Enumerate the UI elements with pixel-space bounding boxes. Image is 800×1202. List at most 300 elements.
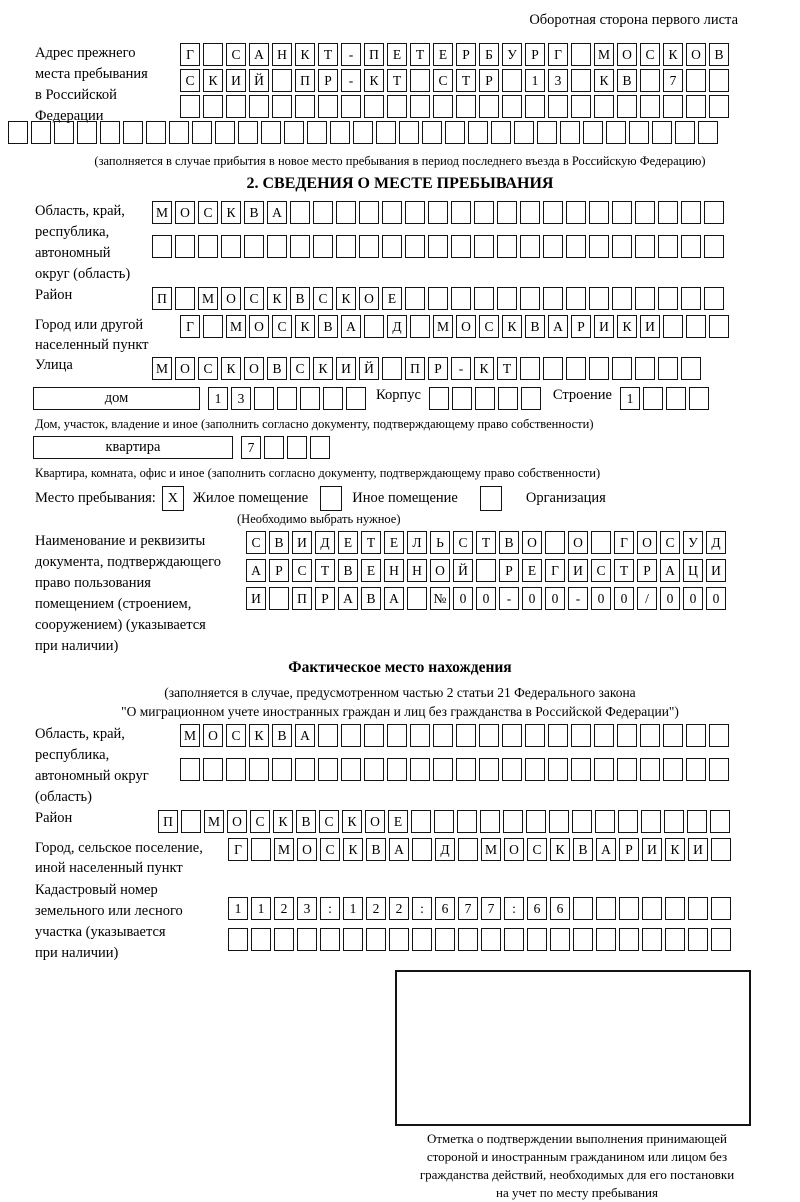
char-cell[interactable] — [264, 436, 284, 459]
char-cell[interactable]: 1 — [251, 897, 271, 920]
char-cell[interactable] — [526, 810, 546, 833]
char-cell[interactable]: А — [249, 43, 269, 66]
char-cell[interactable] — [520, 287, 540, 310]
char-cell[interactable] — [272, 758, 292, 781]
char-cell[interactable]: Д — [706, 531, 726, 554]
char-cell[interactable] — [612, 357, 632, 380]
char-cell[interactable] — [410, 758, 430, 781]
char-cell[interactable] — [596, 928, 616, 951]
char-cell[interactable]: О — [221, 287, 241, 310]
char-cell[interactable] — [452, 387, 472, 410]
char-cell[interactable]: В — [269, 531, 289, 554]
char-cell[interactable] — [389, 928, 409, 951]
char-cell[interactable] — [688, 928, 708, 951]
char-cell[interactable]: С — [479, 315, 499, 338]
char-cell[interactable] — [474, 287, 494, 310]
char-cell[interactable] — [652, 121, 672, 144]
char-cell[interactable]: В — [272, 724, 292, 747]
char-cell[interactable] — [710, 810, 730, 833]
char-cell[interactable] — [277, 387, 297, 410]
char-cell[interactable] — [704, 201, 724, 224]
char-cell[interactable] — [571, 43, 591, 66]
char-cell[interactable] — [498, 387, 518, 410]
char-cell[interactable] — [635, 235, 655, 258]
char-cell[interactable] — [543, 357, 563, 380]
char-cell[interactable]: И — [640, 315, 660, 338]
char-cell[interactable]: Е — [388, 810, 408, 833]
char-cell[interactable] — [525, 758, 545, 781]
char-cell[interactable]: Е — [338, 531, 358, 554]
char-cell[interactable] — [221, 235, 241, 258]
char-cell[interactable]: В — [617, 69, 637, 92]
char-cell[interactable]: М — [481, 838, 501, 861]
char-cell[interactable]: И — [226, 69, 246, 92]
char-cell[interactable] — [152, 235, 172, 258]
char-cell[interactable]: Г — [180, 43, 200, 66]
char-cell[interactable] — [215, 121, 235, 144]
char-cell[interactable]: 7 — [663, 69, 683, 92]
char-cell[interactable] — [641, 810, 661, 833]
char-cell[interactable] — [249, 95, 269, 118]
char-cell[interactable]: 1 — [620, 387, 640, 410]
char-cell[interactable]: В — [499, 531, 519, 554]
char-cell[interactable]: Е — [384, 531, 404, 554]
char-cell[interactable]: С — [591, 559, 611, 582]
char-cell[interactable] — [468, 121, 488, 144]
char-cell[interactable]: В — [318, 315, 338, 338]
char-cell[interactable] — [244, 235, 264, 258]
char-cell[interactable] — [711, 928, 731, 951]
char-cell[interactable]: М — [180, 724, 200, 747]
char-cell[interactable] — [502, 95, 522, 118]
char-cell[interactable]: Ц — [683, 559, 703, 582]
char-cell[interactable] — [405, 201, 425, 224]
char-cell[interactable]: С — [290, 357, 310, 380]
char-cell[interactable]: Р — [456, 43, 476, 66]
char-cell[interactable] — [341, 758, 361, 781]
char-cell[interactable] — [300, 387, 320, 410]
char-cell[interactable]: С — [250, 810, 270, 833]
char-cell[interactable] — [497, 201, 517, 224]
char-cell[interactable] — [249, 758, 269, 781]
char-cell[interactable] — [686, 724, 706, 747]
char-cell[interactable] — [228, 928, 248, 951]
char-cell[interactable] — [269, 587, 289, 610]
char-cell[interactable] — [681, 201, 701, 224]
other-premises-checkbox[interactable] — [320, 486, 342, 511]
char-cell[interactable]: И — [246, 587, 266, 610]
char-cell[interactable] — [422, 121, 442, 144]
char-cell[interactable] — [410, 724, 430, 747]
char-cell[interactable]: Р — [315, 587, 335, 610]
char-cell[interactable] — [359, 235, 379, 258]
char-cell[interactable] — [521, 387, 541, 410]
char-cell[interactable] — [675, 121, 695, 144]
char-cell[interactable] — [640, 95, 660, 118]
char-cell[interactable]: Д — [387, 315, 407, 338]
char-cell[interactable] — [261, 121, 281, 144]
char-cell[interactable]: Г — [228, 838, 248, 861]
char-cell[interactable]: В — [290, 287, 310, 310]
char-cell[interactable] — [686, 69, 706, 92]
char-cell[interactable] — [451, 235, 471, 258]
char-cell[interactable]: - — [499, 587, 519, 610]
char-cell[interactable]: К — [665, 838, 685, 861]
char-cell[interactable]: : — [412, 897, 432, 920]
char-cell[interactable]: : — [320, 897, 340, 920]
char-cell[interactable] — [709, 724, 729, 747]
char-cell[interactable] — [181, 810, 201, 833]
char-cell[interactable] — [663, 724, 683, 747]
char-cell[interactable] — [687, 810, 707, 833]
char-cell[interactable] — [457, 810, 477, 833]
char-cell[interactable]: Р — [637, 559, 657, 582]
char-cell[interactable] — [8, 121, 28, 144]
char-cell[interactable] — [571, 95, 591, 118]
char-cell[interactable]: К — [343, 838, 363, 861]
char-cell[interactable]: К — [594, 69, 614, 92]
char-cell[interactable]: К — [221, 201, 241, 224]
char-cell[interactable]: А — [246, 559, 266, 582]
char-cell[interactable]: С — [453, 531, 473, 554]
char-cell[interactable] — [479, 95, 499, 118]
char-cell[interactable] — [503, 810, 523, 833]
char-cell[interactable]: 0 — [706, 587, 726, 610]
char-cell[interactable]: И — [688, 838, 708, 861]
char-cell[interactable]: О — [227, 810, 247, 833]
char-cell[interactable] — [709, 315, 729, 338]
char-cell[interactable] — [548, 758, 568, 781]
char-cell[interactable]: С — [292, 559, 312, 582]
char-cell[interactable] — [336, 201, 356, 224]
char-cell[interactable]: Р — [428, 357, 448, 380]
char-cell[interactable]: А — [267, 201, 287, 224]
char-cell[interactable] — [618, 810, 638, 833]
char-cell[interactable]: К — [550, 838, 570, 861]
char-cell[interactable]: 1 — [228, 897, 248, 920]
char-cell[interactable] — [566, 357, 586, 380]
char-cell[interactable] — [612, 201, 632, 224]
char-cell[interactable] — [573, 897, 593, 920]
char-cell[interactable]: О — [568, 531, 588, 554]
char-cell[interactable]: В — [709, 43, 729, 66]
char-cell[interactable] — [635, 287, 655, 310]
char-cell[interactable]: Т — [315, 559, 335, 582]
char-cell[interactable] — [520, 357, 540, 380]
char-cell[interactable] — [594, 758, 614, 781]
char-cell[interactable]: М — [204, 810, 224, 833]
char-cell[interactable] — [573, 928, 593, 951]
char-cell[interactable]: 7 — [458, 897, 478, 920]
char-cell[interactable]: С — [640, 43, 660, 66]
char-cell[interactable] — [640, 724, 660, 747]
char-cell[interactable]: Г — [180, 315, 200, 338]
char-cell[interactable]: В — [366, 838, 386, 861]
char-cell[interactable]: Е — [433, 43, 453, 66]
char-cell[interactable]: О — [175, 357, 195, 380]
char-cell[interactable]: И — [642, 838, 662, 861]
char-cell[interactable] — [681, 357, 701, 380]
char-cell[interactable] — [480, 810, 500, 833]
char-cell[interactable] — [497, 287, 517, 310]
char-cell[interactable]: : — [504, 897, 524, 920]
char-cell[interactable]: О — [249, 315, 269, 338]
char-cell[interactable]: К — [249, 724, 269, 747]
char-cell[interactable] — [272, 69, 292, 92]
char-cell[interactable]: П — [292, 587, 312, 610]
char-cell[interactable] — [284, 121, 304, 144]
char-cell[interactable] — [458, 838, 478, 861]
char-cell[interactable] — [658, 357, 678, 380]
char-cell[interactable] — [658, 287, 678, 310]
char-cell[interactable] — [572, 810, 592, 833]
char-cell[interactable] — [175, 287, 195, 310]
char-cell[interactable] — [704, 235, 724, 258]
char-cell[interactable] — [658, 201, 678, 224]
char-cell[interactable] — [313, 235, 333, 258]
char-cell[interactable]: 0 — [453, 587, 473, 610]
char-cell[interactable] — [359, 201, 379, 224]
char-cell[interactable] — [709, 69, 729, 92]
char-cell[interactable]: Л — [407, 531, 427, 554]
char-cell[interactable]: Р — [479, 69, 499, 92]
char-cell[interactable]: О — [244, 357, 264, 380]
char-cell[interactable] — [664, 810, 684, 833]
char-cell[interactable] — [666, 387, 686, 410]
char-cell[interactable]: С — [433, 69, 453, 92]
char-cell[interactable] — [665, 897, 685, 920]
char-cell[interactable]: Р — [571, 315, 591, 338]
char-cell[interactable] — [686, 758, 706, 781]
char-cell[interactable]: Й — [453, 559, 473, 582]
char-cell[interactable]: С — [198, 357, 218, 380]
char-cell[interactable]: 7 — [241, 436, 261, 459]
char-cell[interactable]: В — [267, 357, 287, 380]
char-cell[interactable] — [313, 201, 333, 224]
char-cell[interactable]: Ь — [430, 531, 450, 554]
char-cell[interactable] — [474, 201, 494, 224]
char-cell[interactable] — [456, 758, 476, 781]
char-cell[interactable] — [366, 928, 386, 951]
char-cell[interactable] — [410, 315, 430, 338]
char-cell[interactable] — [318, 724, 338, 747]
char-cell[interactable]: К — [267, 287, 287, 310]
house-type-box[interactable]: дом — [33, 387, 200, 410]
char-cell[interactable]: К — [663, 43, 683, 66]
char-cell[interactable]: 1 — [343, 897, 363, 920]
char-cell[interactable]: М — [152, 201, 172, 224]
char-cell[interactable] — [175, 235, 195, 258]
char-cell[interactable]: К — [474, 357, 494, 380]
char-cell[interactable] — [198, 235, 218, 258]
char-cell[interactable]: 3 — [297, 897, 317, 920]
char-cell[interactable]: Р — [318, 69, 338, 92]
char-cell[interactable]: О — [203, 724, 223, 747]
char-cell[interactable] — [548, 724, 568, 747]
char-cell[interactable] — [410, 69, 430, 92]
char-cell[interactable] — [318, 95, 338, 118]
char-cell[interactable] — [548, 95, 568, 118]
char-cell[interactable]: И — [568, 559, 588, 582]
char-cell[interactable]: Т — [456, 69, 476, 92]
char-cell[interactable]: - — [451, 357, 471, 380]
char-cell[interactable]: С — [319, 810, 339, 833]
char-cell[interactable] — [594, 724, 614, 747]
char-cell[interactable] — [663, 758, 683, 781]
char-cell[interactable] — [290, 235, 310, 258]
char-cell[interactable]: О — [365, 810, 385, 833]
char-cell[interactable]: № — [430, 587, 450, 610]
char-cell[interactable] — [407, 587, 427, 610]
char-cell[interactable]: Т — [361, 531, 381, 554]
char-cell[interactable]: К — [203, 69, 223, 92]
char-cell[interactable]: Е — [387, 43, 407, 66]
char-cell[interactable]: П — [295, 69, 315, 92]
char-cell[interactable] — [504, 928, 524, 951]
char-cell[interactable] — [689, 387, 709, 410]
apartment-type-box[interactable]: квартира — [33, 436, 233, 459]
char-cell[interactable] — [709, 758, 729, 781]
char-cell[interactable]: Н — [407, 559, 427, 582]
char-cell[interactable]: Д — [315, 531, 335, 554]
char-cell[interactable]: К — [313, 357, 333, 380]
char-cell[interactable]: П — [405, 357, 425, 380]
char-cell[interactable]: С — [180, 69, 200, 92]
char-cell[interactable] — [589, 287, 609, 310]
char-cell[interactable]: Й — [359, 357, 379, 380]
char-cell[interactable] — [612, 235, 632, 258]
char-cell[interactable] — [550, 928, 570, 951]
char-cell[interactable]: С — [226, 724, 246, 747]
char-cell[interactable]: К — [336, 287, 356, 310]
char-cell[interactable] — [412, 838, 432, 861]
char-cell[interactable] — [642, 928, 662, 951]
char-cell[interactable]: М — [226, 315, 246, 338]
char-cell[interactable] — [330, 121, 350, 144]
char-cell[interactable] — [596, 897, 616, 920]
char-cell[interactable] — [412, 928, 432, 951]
char-cell[interactable]: Т — [497, 357, 517, 380]
char-cell[interactable] — [545, 531, 565, 554]
char-cell[interactable] — [399, 121, 419, 144]
char-cell[interactable]: 0 — [660, 587, 680, 610]
char-cell[interactable]: Т — [387, 69, 407, 92]
char-cell[interactable] — [203, 315, 223, 338]
char-cell[interactable]: 6 — [435, 897, 455, 920]
char-cell[interactable] — [169, 121, 189, 144]
char-cell[interactable] — [428, 201, 448, 224]
char-cell[interactable] — [226, 95, 246, 118]
char-cell[interactable]: К — [221, 357, 241, 380]
char-cell[interactable] — [435, 928, 455, 951]
char-cell[interactable]: 3 — [548, 69, 568, 92]
char-cell[interactable] — [297, 928, 317, 951]
char-cell[interactable] — [643, 387, 663, 410]
char-cell[interactable] — [619, 928, 639, 951]
char-cell[interactable]: У — [683, 531, 703, 554]
char-cell[interactable] — [520, 235, 540, 258]
char-cell[interactable]: Р — [499, 559, 519, 582]
char-cell[interactable]: 1 — [208, 387, 228, 410]
char-cell[interactable]: К — [295, 315, 315, 338]
char-cell[interactable] — [203, 758, 223, 781]
char-cell[interactable]: Б — [479, 43, 499, 66]
char-cell[interactable] — [428, 287, 448, 310]
char-cell[interactable]: С — [226, 43, 246, 66]
char-cell[interactable] — [686, 95, 706, 118]
char-cell[interactable] — [642, 897, 662, 920]
char-cell[interactable] — [635, 357, 655, 380]
char-cell[interactable]: 6 — [527, 897, 547, 920]
char-cell[interactable] — [476, 559, 496, 582]
char-cell[interactable]: К — [295, 43, 315, 66]
char-cell[interactable] — [479, 758, 499, 781]
char-cell[interactable]: С — [313, 287, 333, 310]
char-cell[interactable]: В — [244, 201, 264, 224]
char-cell[interactable] — [343, 928, 363, 951]
char-cell[interactable] — [681, 235, 701, 258]
char-cell[interactable]: 3 — [231, 387, 251, 410]
char-cell[interactable] — [589, 357, 609, 380]
char-cell[interactable]: К — [342, 810, 362, 833]
char-cell[interactable]: М — [152, 357, 172, 380]
char-cell[interactable]: А — [384, 587, 404, 610]
char-cell[interactable]: Н — [272, 43, 292, 66]
char-cell[interactable] — [318, 758, 338, 781]
char-cell[interactable]: 0 — [476, 587, 496, 610]
char-cell[interactable] — [663, 95, 683, 118]
char-cell[interactable] — [566, 201, 586, 224]
char-cell[interactable] — [612, 287, 632, 310]
char-cell[interactable]: Т — [476, 531, 496, 554]
char-cell[interactable] — [635, 201, 655, 224]
char-cell[interactable] — [549, 810, 569, 833]
char-cell[interactable] — [451, 287, 471, 310]
char-cell[interactable] — [364, 724, 384, 747]
char-cell[interactable] — [527, 928, 547, 951]
char-cell[interactable]: А — [660, 559, 680, 582]
char-cell[interactable]: 7 — [481, 897, 501, 920]
char-cell[interactable] — [428, 235, 448, 258]
char-cell[interactable] — [387, 758, 407, 781]
char-cell[interactable]: М — [274, 838, 294, 861]
char-cell[interactable]: О — [617, 43, 637, 66]
char-cell[interactable]: О — [175, 201, 195, 224]
char-cell[interactable]: А — [596, 838, 616, 861]
char-cell[interactable]: М — [198, 287, 218, 310]
char-cell[interactable]: - — [568, 587, 588, 610]
char-cell[interactable]: А — [338, 587, 358, 610]
char-cell[interactable]: В — [573, 838, 593, 861]
char-cell[interactable] — [203, 43, 223, 66]
char-cell[interactable] — [698, 121, 718, 144]
char-cell[interactable]: В — [338, 559, 358, 582]
char-cell[interactable]: О — [522, 531, 542, 554]
char-cell[interactable] — [192, 121, 212, 144]
char-cell[interactable] — [681, 287, 701, 310]
char-cell[interactable] — [514, 121, 534, 144]
char-cell[interactable]: И — [594, 315, 614, 338]
char-cell[interactable]: Н — [384, 559, 404, 582]
char-cell[interactable] — [310, 436, 330, 459]
char-cell[interactable] — [491, 121, 511, 144]
char-cell[interactable] — [411, 810, 431, 833]
char-cell[interactable] — [433, 724, 453, 747]
char-cell[interactable] — [686, 315, 706, 338]
char-cell[interactable] — [272, 95, 292, 118]
char-cell[interactable] — [295, 95, 315, 118]
char-cell[interactable] — [560, 121, 580, 144]
